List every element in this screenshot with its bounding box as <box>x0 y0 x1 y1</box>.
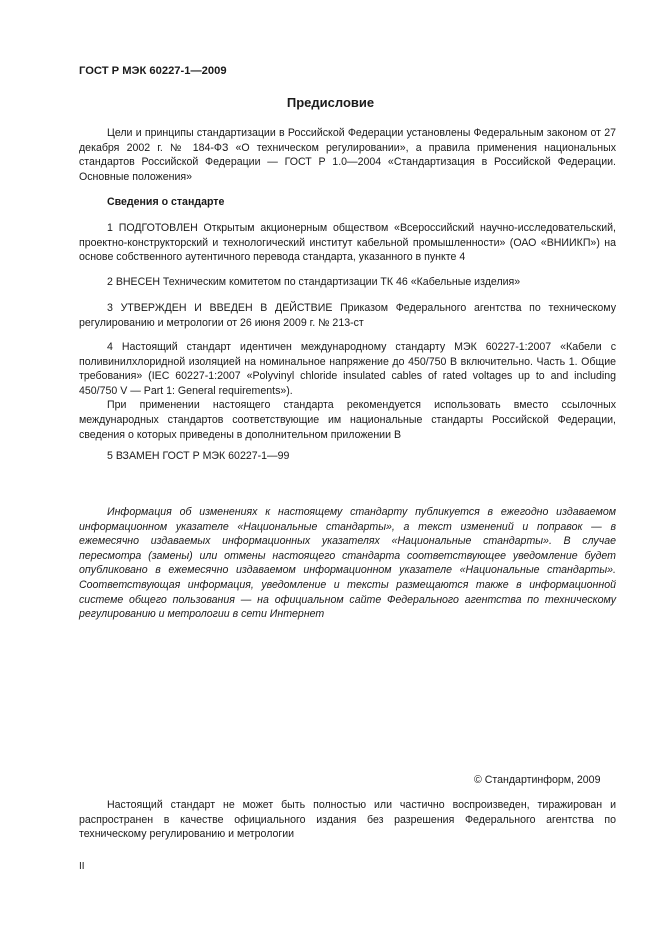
item-2-text: 2 ВНЕСЕН Техническим комитетом по стандартизации ТК 46 «Кабельные изделия» <box>107 276 521 288</box>
notice-text: Информация об изменениях к настоящему стандарту публикуется в ежегодно издаваемом информационном указателе «Национальные стандарты», а текст изменений и поправок — в ежемесячно издаваемых информационных указателях «Национальные стандарты». В случае пересмотра (замены) или отмены настоящего стандарта соответствующее уведомление будет опубликовано в ежемесячно издаваемом информационном указателе «Национальные стандарты». Соответствующая информация, уведомление и тексты размещаются также в информационной системе общего пользования — на официальном сайте Федерального агентства по техническому регулированию и метрологии в сети Интернет <box>79 506 616 621</box>
page-title: Предисловие <box>286 95 375 110</box>
item-1 <box>79 221 616 265</box>
intro-text: Цели и принципы стандартизации в Российской Федерации установлены Федеральным законом от 27 декабря 2002 г. № 184-ФЗ «О техническом регулировании», а правила применения национальных стандартов Российской Федерации — ГОСТ Р 1.0—2004 «Стандартизация в Российской Федерации. Основные положения» <box>79 127 616 183</box>
item-5 <box>79 449 616 464</box>
copyright: © Стандартинформ, 2009 <box>474 774 601 786</box>
intro-paragraph <box>79 126 616 184</box>
item-4 <box>79 340 616 442</box>
section-title: Сведения о стандарте <box>107 196 225 208</box>
item-2 <box>79 275 616 290</box>
item-3 <box>79 301 616 330</box>
document-header: ГОСТ Р МЭК 60227-1—2009 <box>79 65 227 77</box>
item-4-text: 4 Настоящий стандарт идентичен международному стандарту МЭК 60227-1:2007 «Кабели с поливинилхлоридной изоляцией на номинальное напряжение до 450/750 В включительно. Часть 1. Общие требования» (IEC 60227-1:2007 «Polyvinyl chloride insulated cables of rated voltages up to and including 450/750 V — Part 1: General requirements»). <box>79 341 616 397</box>
legal-text: Настоящий стандарт не может быть полностью или частично воспроизведен, тиражирован и распространен в качестве официального издания без разрешения Федерального агентства по техническому регулированию и метрологии <box>79 799 616 841</box>
item-4-note: При применении настоящего стандарта рекомендуется использовать вместо ссылочных международных стандартов соответствующие им национальные стандарты Российской Федерации, сведения о которых приведены в дополнительном приложении В <box>79 399 616 441</box>
item-1-text: 1 ПОДГОТОВЛЕН Открытым акционерным обществом «Всероссийский научно-исследовательский, проектно-конструкторский и технологический институт кабельной промышленности» (ОАО «ВНИИКП») на основе собственного аутентичного перевода стандарта, указанного в пункте 4 <box>79 222 616 264</box>
page-number: II <box>79 861 85 872</box>
notice-paragraph <box>79 505 616 622</box>
item-3-text: 3 УТВЕРЖДЕН И ВВЕДЕН В ДЕЙСТВИЕ Приказом Федерального агентства по техническому регулированию и метрологии от 26 июня 2009 г. № 213-ст <box>79 302 616 329</box>
legal-paragraph <box>79 798 616 842</box>
item-5-text: 5 ВЗАМЕН ГОСТ Р МЭК 60227-1—99 <box>107 450 290 462</box>
